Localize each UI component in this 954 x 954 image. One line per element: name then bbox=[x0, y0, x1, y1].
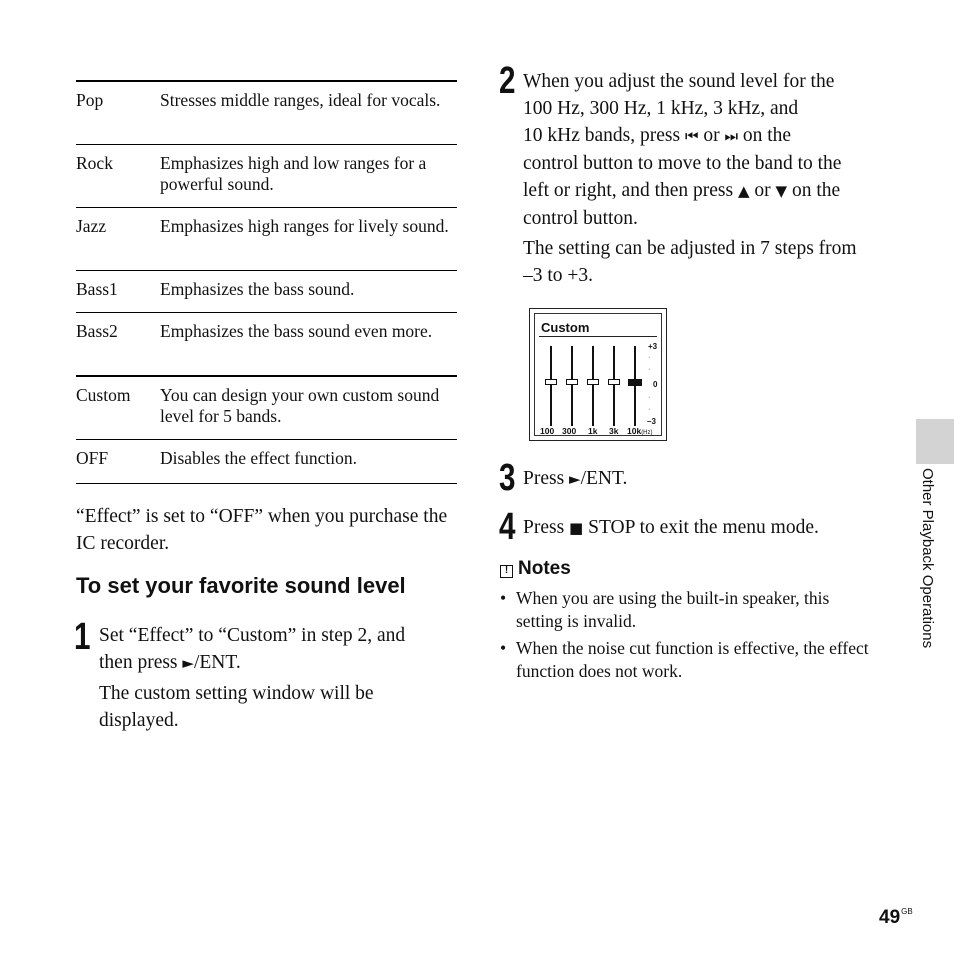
step-1-text-b: /ENT. bbox=[193, 652, 241, 673]
step-3-instruction bbox=[523, 465, 627, 493]
step-2-instruction bbox=[523, 68, 893, 232]
effect-name: Bass1 bbox=[76, 279, 118, 299]
scale-tick: · bbox=[648, 366, 651, 373]
step-4-text-b: STOP to exit the menu mode. bbox=[583, 517, 819, 538]
step-2-text-c: left or right, and then press bbox=[523, 180, 738, 201]
note-text: When you are using the built-in speaker, this setting is invalid. bbox=[516, 588, 830, 631]
table-row bbox=[76, 271, 457, 313]
band-track bbox=[592, 346, 594, 426]
band-label: 100 bbox=[540, 426, 555, 436]
effect-description: Emphasizes high ranges for lively sound. bbox=[160, 216, 449, 236]
notes-heading-text: Notes bbox=[518, 558, 571, 579]
note-text: When the noise cut function is effective, the effect function does not work. bbox=[516, 638, 869, 681]
effect-description: Emphasizes the bass sound even more. bbox=[160, 321, 433, 341]
scale-bottom-label: –3 bbox=[647, 417, 656, 426]
table-row bbox=[76, 377, 457, 440]
page-number-value: 49 bbox=[879, 907, 901, 928]
band-knob bbox=[608, 379, 620, 385]
step-1-text-a: then press bbox=[99, 652, 183, 673]
section-heading: To set your favorite sound level bbox=[76, 573, 406, 598]
band-track bbox=[634, 346, 636, 426]
step-2-line-4: control button to move to the band to the bbox=[523, 153, 842, 174]
step-2-text-d: on the bbox=[787, 180, 841, 201]
previous-track-icon: ⏮ bbox=[684, 127, 699, 145]
table-row bbox=[76, 82, 457, 145]
effect-name: Pop bbox=[76, 90, 104, 110]
step-1-line-2 bbox=[99, 649, 459, 677]
effect-name: Rock bbox=[76, 153, 113, 173]
bullet: • bbox=[500, 588, 507, 608]
effect-description: Emphasizes high and low ranges for a powerful sound. bbox=[160, 153, 427, 194]
step-1-line-1: Set “Effect” to “Custom” in step 2, and bbox=[99, 625, 406, 646]
step-1-instruction bbox=[99, 622, 459, 677]
effect-name: OFF bbox=[76, 448, 109, 468]
effect-name: Bass2 bbox=[76, 321, 118, 341]
band-label bbox=[627, 426, 653, 436]
display-screen bbox=[534, 313, 662, 436]
step-number-1: 1 bbox=[74, 616, 91, 658]
display-title: Custom bbox=[541, 320, 590, 335]
scale-tick: · bbox=[648, 394, 651, 401]
page-number-suffix: GB bbox=[901, 907, 913, 916]
notes-heading bbox=[500, 558, 571, 580]
effect-name: Custom bbox=[76, 385, 131, 405]
band-knob bbox=[566, 379, 578, 385]
step-2-line-5 bbox=[523, 177, 893, 205]
effect-default-note: “Effect” is set to “OFF” when you purchase the IC recorder. bbox=[76, 506, 448, 554]
step-2-result: The setting can be adjusted in 7 steps from –3 to +3. bbox=[523, 238, 857, 286]
effect-name: Jazz bbox=[76, 216, 107, 236]
play-icon: ► bbox=[569, 470, 581, 488]
step-3-text-b: /ENT. bbox=[580, 468, 628, 489]
step-2-text-a: 10 kHz bands, press bbox=[523, 125, 685, 146]
step-number-3: 3 bbox=[499, 457, 516, 499]
table-row bbox=[76, 440, 457, 484]
band-track bbox=[613, 346, 615, 426]
band-label: 1k bbox=[588, 426, 598, 436]
side-tab-marker bbox=[916, 419, 954, 464]
step-3-text-a: Press bbox=[523, 468, 570, 489]
band-label-10k: 10k bbox=[627, 426, 642, 436]
note-item bbox=[500, 637, 878, 683]
step-number-4: 4 bbox=[499, 506, 516, 548]
band-track bbox=[571, 346, 573, 426]
band-track bbox=[550, 346, 552, 426]
effect-table bbox=[76, 80, 457, 484]
step-2-line-1: When you adjust the sound level for the bbox=[523, 71, 835, 92]
side-tab-label: Other Playback Operations bbox=[919, 468, 936, 649]
play-icon: ► bbox=[182, 654, 194, 672]
step-2-text-b: on the bbox=[737, 125, 792, 146]
next-track-icon: ⏭ bbox=[724, 127, 738, 145]
hz-unit-label: (Hz) bbox=[641, 430, 653, 436]
step-2-text-or: or bbox=[698, 125, 725, 146]
step-4-text-a: Press bbox=[523, 517, 570, 538]
step-2-text-or2: or bbox=[749, 180, 776, 201]
step-number-2: 2 bbox=[499, 60, 516, 102]
band-knob bbox=[587, 379, 599, 385]
up-arrow-icon: ▲ bbox=[738, 182, 750, 200]
custom-setting-display bbox=[529, 308, 667, 441]
scale-tick: · bbox=[648, 354, 651, 361]
band-label: 300 bbox=[562, 426, 577, 436]
down-arrow-icon: ▼ bbox=[775, 182, 788, 200]
scale-top-label: +3 bbox=[648, 342, 658, 351]
table-row bbox=[76, 208, 457, 271]
scale-tick: · bbox=[648, 406, 651, 413]
table-row bbox=[76, 145, 457, 208]
step-2-line-6: control button. bbox=[523, 208, 638, 229]
page-number bbox=[879, 907, 913, 929]
step-2-line-3 bbox=[523, 122, 893, 150]
effect-description: Stresses middle ranges, ideal for vocals. bbox=[160, 90, 441, 110]
band-knob bbox=[545, 379, 557, 385]
effect-description: You can design your own custom sound level for 5 bands. bbox=[160, 385, 440, 426]
note-item bbox=[500, 587, 878, 633]
bullet: • bbox=[500, 638, 507, 658]
band-label: 3k bbox=[609, 426, 619, 436]
notes-icon: ! bbox=[500, 565, 513, 578]
stop-icon: ■ bbox=[569, 519, 584, 537]
effect-description: Disables the effect function. bbox=[160, 448, 357, 468]
table-row bbox=[76, 313, 457, 377]
scale-mid-label: 0 bbox=[653, 380, 658, 389]
step-4-instruction bbox=[523, 514, 819, 542]
effect-description: Emphasizes the bass sound. bbox=[160, 279, 355, 299]
step-1-result: The custom setting window will be displayed. bbox=[99, 683, 374, 731]
step-2-line-2: 100 Hz, 300 Hz, 1 kHz, 3 kHz, and bbox=[523, 98, 799, 119]
display-title-rule bbox=[539, 336, 657, 337]
band-knob-selected bbox=[628, 379, 642, 386]
